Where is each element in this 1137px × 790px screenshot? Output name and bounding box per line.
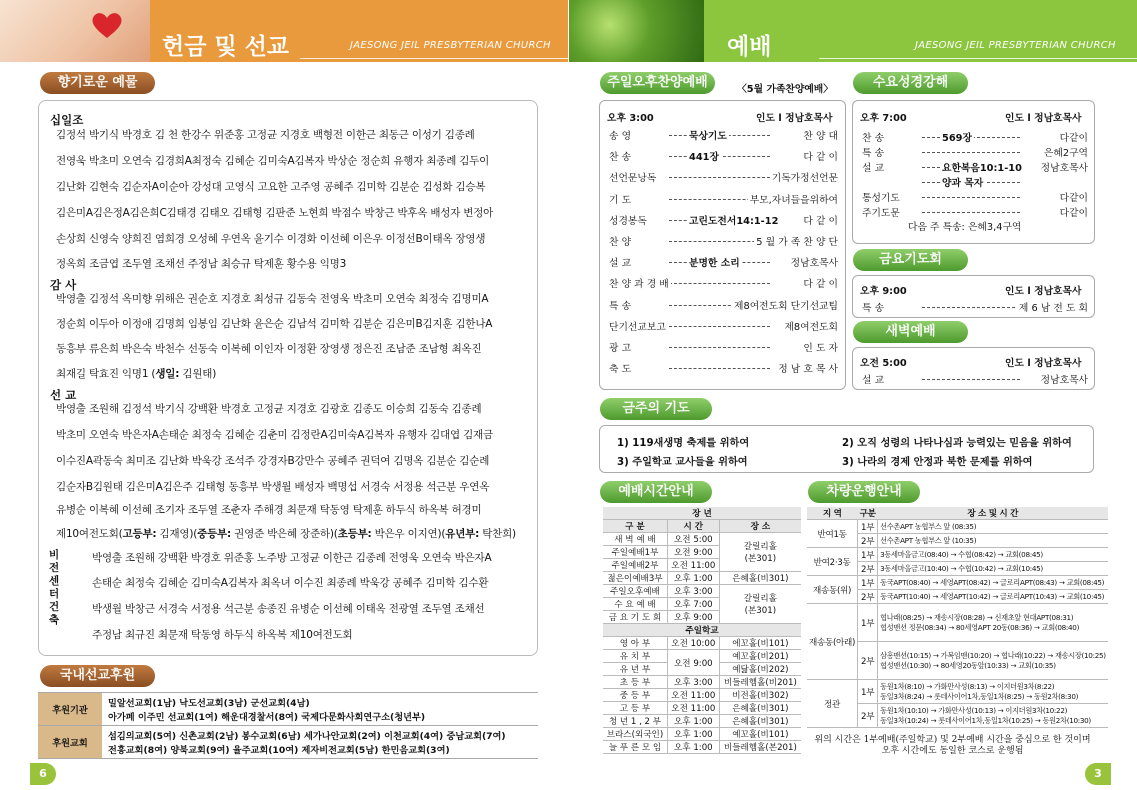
sponsor-church-value	[102, 726, 538, 759]
cell: 주일예배2부	[603, 559, 667, 572]
route-cell: 동국APT(08:40) → 세영APT(08:42) → 글로리APT(08:43) → 교회(08:45)	[878, 576, 1108, 590]
tithe-line: 전영욱 박초미 오연숙 김경희A최정숙 김혜순 김미숙A김복자 박상순 정순희 유행자 최종례 김두이	[56, 155, 490, 167]
col-header: 구분	[859, 509, 876, 519]
trip-cell: 2부	[858, 562, 878, 576]
order-row	[607, 170, 840, 184]
route-cell: 3동세마을금고(10:40) → 수협(10:42) → 교회(10:45)	[878, 562, 1108, 576]
tithe-line: 정옥희 조금엽 조두열 조채선 주정남 최승규 탁제훈 황수용 익명3	[56, 258, 347, 270]
order-row	[860, 175, 1090, 189]
dawn-pill: 새벽예배	[853, 321, 968, 343]
col-header: 장 소 및 시 간	[878, 507, 1108, 520]
order-item-person: 다 같 이	[801, 149, 840, 163]
sunday-pm-time: 오후 3:00	[607, 113, 654, 124]
thanks-line: 동흥부 류은희 박은숙 박천수 선동숙 이복혜 이인자 이정환 장영생 정은진 조남준 조남형 최옥진	[56, 343, 482, 355]
cell: 청 년 1 , 2 부	[603, 715, 667, 728]
order-item-label: 찬 양 과 경 배	[607, 276, 671, 290]
area-cell: 반여2·3동	[807, 548, 858, 576]
text: (본301)	[744, 606, 777, 616]
tithe-line: 김정석 박기식 박경호 김 천 한강수 위준홍 고정균 지경호 백형전 이한근 최동근 이성기 김종례	[56, 129, 475, 141]
leader-dots	[669, 368, 770, 369]
area-cell: 재송동(아래)	[807, 604, 858, 680]
order-item-center: 양과 목자	[940, 175, 985, 189]
thanks-last-plain: 최재길 탁효진 익명1 (	[56, 368, 156, 380]
order-item-person: 은혜2구역	[1042, 145, 1090, 159]
leader-dots	[669, 326, 770, 327]
cell: 오전 10:00	[667, 637, 719, 650]
wednesday-next: 다음 주 특송: 은혜3,4구역	[908, 222, 1022, 233]
order-item-person: 부모,자녀들을위하여	[748, 192, 840, 206]
wednesday-time: 오후 7:00	[860, 113, 907, 124]
text: 갈릴리홀	[743, 594, 777, 604]
order-item-person: 다같이	[1058, 205, 1090, 219]
text: 협나래(08:25) → 재송시장(08:28) → 신재초앞 현대APT(08:31)	[880, 612, 1074, 622]
order-item-person: 인 도 자	[801, 340, 840, 354]
table-row	[603, 741, 801, 754]
leader-dots	[922, 152, 1020, 153]
prayer-item: 1) 119새생명 축제를 위하여	[617, 438, 750, 449]
cell: 예꼬홀(비201)	[719, 650, 801, 663]
cell: 영 아 부	[603, 637, 667, 650]
tithe-line: 손상희 신영숙 양희진 염희경 오성혜 우연옥 윤기수 이경화 이선혜 이은우 이정선B이태옥 장영생	[56, 233, 486, 245]
table-row	[603, 715, 801, 728]
leader-dots	[922, 379, 1020, 380]
order-row	[860, 145, 1090, 159]
table-row	[603, 572, 801, 585]
prayer-item: 3) 나라의 경제 안정과 북한 문제를 위하여	[842, 457, 1033, 468]
sunday-pm-subtitle: 〈5월 가족찬양예배〉	[737, 84, 834, 95]
table-row	[603, 624, 801, 637]
thanks-line: 정순희 이두아 이정애 김명희 임봉임 김난화 윤은순 김남석 김미학 김분순 김은미B김지훈 김한나A	[56, 318, 493, 330]
order-row	[607, 276, 840, 290]
text: (본301)	[744, 554, 777, 564]
table-row	[807, 507, 1108, 520]
dawn-time: 오전 5:00	[860, 358, 907, 369]
cell: 오후 3:00	[667, 585, 719, 598]
order-item-label: 선언문낭독	[607, 170, 658, 184]
tithe-line: 김은미A김은정A김은희C김태경 김태오 김태형 김판준 노현희 박점수 박창근 박후옥 배성자 변정아	[56, 207, 494, 219]
left-header	[0, 0, 568, 62]
left-header-church: JAESONG JEIL PRESBYTERIAN CHURCH	[350, 40, 551, 51]
order-row	[860, 160, 1090, 174]
table-row	[603, 728, 801, 741]
left-header-title: 헌금 및 선교	[162, 34, 290, 60]
cell: 예꼬홀(비101)	[719, 728, 801, 741]
order-item-person: 다 같 이	[801, 213, 840, 227]
table-row	[807, 576, 1108, 590]
order-item-label: 축 도	[607, 361, 633, 375]
school-title: 주일학교	[603, 624, 801, 637]
prayer-box	[599, 425, 1094, 473]
leader-dots	[922, 212, 1020, 213]
friday-pill: 금요기도회	[853, 249, 968, 271]
leaves-photo	[569, 0, 704, 62]
order-item-label: 기 도	[607, 192, 633, 206]
birthday-label: 생일:	[155, 368, 180, 380]
table-row	[38, 726, 538, 759]
area-cell: 반여1동	[807, 520, 858, 548]
cell: 오전 9:00	[667, 546, 719, 559]
cell: 새 벽 예 배	[603, 533, 667, 546]
order-row	[607, 192, 840, 206]
prayer-item: 2) 오직 성령의 나타나심과 능력있는 믿음을 위하여	[842, 438, 1072, 449]
text: 섬김의교회(5여) 신촌교회(2남) 봉수교회(6남) 세가나안교회(2여) 이천교회(4여) 중남교회(7여)	[108, 731, 506, 742]
cell	[719, 585, 801, 624]
trip-cell: 1부	[858, 548, 878, 562]
cell: 오전 5:00	[667, 533, 719, 546]
cell: 오전 11:00	[667, 559, 719, 572]
route-cell	[878, 704, 1108, 728]
order-item-label: 찬 송	[607, 149, 633, 163]
order-item-center: 고린도전서14:1-12	[687, 213, 780, 227]
domestic-table	[38, 692, 538, 759]
cell: 비들레헴홀(비201)	[719, 676, 801, 689]
order-row	[860, 300, 1090, 314]
friday-time: 오후 9:00	[860, 286, 907, 297]
order-item-label: 통성기도	[860, 190, 902, 204]
trip-cell: 1부	[858, 604, 878, 642]
cell: 비들레헴홀(본201)	[719, 741, 801, 754]
table-row	[603, 702, 801, 715]
order-item-person: 기독가정선언문	[770, 170, 840, 184]
trip-cell: 1부	[858, 520, 878, 534]
order-item-label: 주기도문	[860, 205, 902, 219]
route-cell: 선수촌APT 농협부스 앞 (08:35)	[878, 520, 1108, 534]
order-item-person: 정남호목사	[1039, 160, 1090, 174]
order-item-person: 제8여전도회	[782, 319, 840, 333]
schedule-table	[603, 507, 801, 754]
thanks-last-tail: 김원태)	[179, 368, 217, 380]
page-number-left: 6	[30, 763, 56, 785]
sponsor-org-key: 후원기관	[38, 693, 102, 726]
domestic-pill: 국내선교후원	[40, 665, 155, 687]
order-item-person: 정남호목사	[789, 255, 840, 269]
mission-line: 이수진A곽동숙 최미조 김난화 박욱강 조석주 강경자B강만수 공혜주 권덕여 김명옥 김분순 김순례	[56, 455, 490, 467]
high-school-label: 고등부:	[122, 528, 157, 540]
right-header-title: 예배	[727, 34, 772, 60]
cell: 수 요 예 배	[603, 598, 667, 611]
cell: 오후 1:00	[667, 715, 719, 728]
text: 밀알선교회(1남) 낙도선교회(3남) 군선교회(4남)	[108, 698, 310, 709]
leader-dots	[922, 307, 1020, 308]
thanks-line-last	[56, 366, 216, 381]
header-divider	[300, 58, 568, 59]
building-label: 비 전 센 터 건 축	[49, 549, 60, 626]
cell: 오전 11:00	[667, 702, 719, 715]
cell: 은혜홀(비301)	[719, 702, 801, 715]
cell: 오후 1:00	[667, 741, 719, 754]
table-row	[603, 650, 801, 663]
table-row	[38, 693, 538, 726]
text: 박은우 이지연)(	[371, 528, 446, 540]
cell: 은혜홀(비301)	[719, 715, 801, 728]
table-row	[603, 520, 801, 533]
vehicle-table	[807, 507, 1108, 728]
sunday-pm-leader: 인도 l 정남호목사	[756, 113, 833, 124]
order-item-person: 다 같 이	[801, 276, 840, 290]
text: 아가페 이주민 선교회(1여) 해운대경찰서(8여) 국제다문화사회연구소(청년부)	[108, 712, 426, 723]
table-row	[603, 689, 801, 702]
right-header	[569, 0, 1137, 62]
cell: 초 등 부	[603, 676, 667, 689]
area-cell: 정관	[807, 680, 858, 728]
order-row	[607, 128, 840, 142]
order-item-center: 요한복음10:1-10	[940, 160, 1024, 174]
cell: 오후 7:00	[667, 598, 719, 611]
order-item-person: 5 월 가 족 찬 양 단	[754, 234, 840, 248]
order-item-label: 설 교	[860, 372, 886, 386]
cell: 주일오후예배	[603, 585, 667, 598]
col-header: 구 분	[603, 520, 667, 533]
text: 전흥교회(8여) 양북교회(9여) 율주교회(10여) 제자비전교회(5남) 한민음교회(3여)	[108, 745, 450, 756]
cell: 예닮홀(비202)	[719, 663, 801, 676]
cell: 오전 9:00	[667, 650, 719, 676]
order-item-person: 제8여전도회 단기선교팀	[732, 298, 840, 312]
elementary-label: 초등부:	[337, 528, 372, 540]
route-cell: 동국APT(10:40) → 세영APT(10:42) → 글로리APT(10:43) → 교회(10:45)	[878, 590, 1108, 604]
order-row	[860, 130, 1090, 144]
mission-line: 박초미 오연숙 박은자A손태순 최정숙 김혜순 김춘미 김정란A김미숙A김복자 유행자 김대엽 김재금	[56, 429, 493, 441]
cell: 중 등 부	[603, 689, 667, 702]
adult-title: 장 년	[603, 507, 801, 520]
mission-line: 박영출 조원해 김정석 박기식 강백환 박경호 고정균 지경호 김광호 김종도 이승희 김동숙 김종례	[56, 403, 482, 415]
order-row	[607, 340, 840, 354]
cell: 늘 푸 른 모 임	[603, 741, 667, 754]
order-row	[860, 190, 1090, 204]
route-cell: 선수촌APT 농협부스 앞 (10:35)	[878, 534, 1108, 548]
order-item-person: 찬 양 대	[801, 128, 840, 142]
table-row	[603, 637, 801, 650]
cell: 오후 1:00	[667, 728, 719, 741]
order-row	[607, 213, 840, 227]
order-row	[607, 255, 840, 269]
primary-label: 유년부:	[445, 528, 480, 540]
sponsor-church-key: 후원교회	[38, 726, 102, 759]
table-row	[603, 585, 801, 598]
vehicle-note: 위의 시간은 1부예배(주일학교) 및 2부예배 시간을 중심으로 한 것이며 오후 시간에도 동일한 코스로 운행됨	[814, 735, 1091, 756]
trip-cell: 2부	[858, 642, 878, 680]
hands-heart-photo	[0, 0, 150, 62]
order-item-label: 특 송	[860, 300, 886, 314]
order-item-center: 569장	[940, 130, 974, 144]
mission-heading: 선 교	[50, 388, 77, 402]
text: 권영준 박은혜 장준하)(	[231, 528, 338, 540]
text: 협성맨션 정문(08:34) → 80세영APT 20동(08:36) → 교회(08:40)	[880, 622, 1080, 632]
tithe-line: 김난화 김현숙 김순자A이순아 강성대 고영식 고요한 고주영 공혜주 김미학 김분순 김성화 김승복	[56, 181, 486, 193]
area-cell: 재송동(위)	[807, 576, 858, 604]
order-item-label: 성경봉독	[607, 213, 649, 227]
order-item-person: 다같이	[1058, 190, 1090, 204]
text: 동원1차(8:10) → 가화만사성(8:13) → 이지더원3차(8:22)	[880, 681, 1055, 691]
cell: 금 요 기 도 회	[603, 611, 667, 624]
cell: 오후 9:00	[667, 611, 719, 624]
order-item-person: 다같이	[1058, 130, 1090, 144]
text: 협성맨션(10:30) → 80세영20동앞(10:33) → 교회(10:35)	[880, 660, 1056, 670]
wednesday-leader: 인도 l 정남호목사	[1005, 113, 1082, 124]
cell: 오후 1:00	[667, 572, 719, 585]
order-row	[607, 149, 840, 163]
col-header: 장 소	[719, 520, 801, 533]
order-item-person: 정남호목사	[1039, 372, 1090, 386]
col-header: 지 역	[807, 507, 858, 520]
order-item-center: 441장	[687, 149, 721, 163]
table-row	[807, 604, 1108, 642]
order-row	[607, 298, 840, 312]
sunday-pm-pill: 주일오후찬양예배	[600, 72, 715, 94]
prayer-item: 3) 주일학교 교사들을 위하여	[617, 457, 748, 468]
leader-dots	[669, 283, 770, 284]
order-row	[860, 205, 1090, 219]
table-row	[807, 520, 1108, 534]
order-item-label: 특 송	[607, 298, 633, 312]
text: 탁찬희)	[479, 528, 516, 540]
leader-dots	[669, 177, 770, 178]
order-item-label: 특 송	[860, 145, 886, 159]
mission-line: 김순자B김원태 김은미A김은주 김태형 동흥부 박생월 배성자 백명섭 서경숙 서정용 석근분 우연옥	[56, 481, 490, 493]
thanks-line: 박영출 김정석 옥미향 위해은 권순호 지경호 최성규 김동숙 전영욱 박초미 오연숙 최정숙 김명미A	[56, 293, 489, 305]
route-cell	[878, 604, 1108, 642]
wednesday-pill: 수요성경강해	[853, 72, 968, 94]
tithe-heading: 십일조	[50, 113, 84, 127]
text: 동일3차(10:24) → 롯데사이어1차,동일1차(10:25) → 동원2차(10:30)	[880, 715, 1091, 725]
order-row	[860, 372, 1090, 386]
order-item-label: 설 교	[860, 160, 886, 174]
cell: 에꼬홀(비101)	[719, 637, 801, 650]
order-item-label: 찬 송	[860, 130, 886, 144]
cell: 젊은이예배3부	[603, 572, 667, 585]
cell: 고 등 부	[603, 702, 667, 715]
mission-line-last	[56, 526, 516, 541]
col-header: 시 간	[667, 520, 719, 533]
table-row	[807, 680, 1108, 704]
cell: 주일예배1부	[603, 546, 667, 559]
building-line: 주정남 최규진 최문재 탁동영 하두식 하옥복 제10여전도회	[92, 629, 353, 641]
right-header-church: JAESONG JEIL PRESBYTERIAN CHURCH	[915, 40, 1116, 51]
cell: 오전 11:00	[667, 689, 719, 702]
header-divider	[819, 58, 1137, 59]
text: 동원1차(10:10) → 가화만사성(10:13) → 이지더원3차(10:22)	[880, 705, 1068, 715]
cell: 은혜홀(비301)	[719, 572, 801, 585]
text: 삼흥맨션(10:15) → 가복임맨(10:20) → 협나래(10:22) → 재송시장(10:25)	[880, 650, 1106, 660]
mission-line: 유병순 이복혜 이선혜 조기자 조두열 조춘자 주해경 최문재 탁동영 탁제훈 하두식 하옥복 허경미	[56, 504, 482, 516]
cell: 오후 3:00	[667, 676, 719, 689]
order-item-center: 묵상기도	[687, 128, 729, 142]
table-row	[603, 507, 801, 520]
trip-cell: 2부	[858, 534, 878, 548]
order-item-center: 분명한 소리	[687, 255, 742, 269]
order-item-label: 설 교	[607, 255, 633, 269]
text: 김재영)(	[156, 528, 198, 540]
table-row	[807, 548, 1108, 562]
route-cell	[878, 680, 1108, 704]
trip-cell: 1부	[858, 680, 878, 704]
table-row	[603, 533, 801, 546]
leader-dots	[922, 197, 1020, 198]
trip-cell: 2부	[858, 704, 878, 728]
offering-pill: 향기로운 예물	[40, 72, 155, 94]
order-item-person: 정 남 호 목 사	[776, 361, 840, 375]
order-row	[607, 234, 840, 248]
cell: 비전홀(비302)	[719, 689, 801, 702]
order-item-label: 찬 양	[607, 234, 633, 248]
building-line: 손태순 최정숙 김혜순 김미숙A김복자 최옥녀 이수진 최종례 박욱강 공혜주 김미학 김수환	[92, 577, 489, 589]
trip-cell: 2부	[858, 590, 878, 604]
route-cell: 3동세마을금고(08:40) → 수협(08:42) → 교회(08:45)	[878, 548, 1108, 562]
order-item-label: 광 고	[607, 340, 633, 354]
order-item-label: 단기선교보고	[607, 319, 668, 333]
order-item-label: 송 영	[607, 128, 633, 142]
heart-icon	[90, 10, 124, 40]
schedule-pill: 예배시간안내	[600, 481, 712, 503]
order-row	[607, 361, 840, 375]
route-cell	[878, 642, 1108, 680]
table-row	[603, 676, 801, 689]
vehicle-pill: 차량운행안내	[808, 481, 920, 503]
middle-school-label: 중등부:	[197, 528, 231, 540]
text: 동일3차(8:24) → 롯데사이어1차,동일1차(8:25) → 동원2차(8:30)	[880, 691, 1079, 701]
order-row	[607, 319, 840, 333]
cell	[719, 533, 801, 572]
text: 갈릴리홀	[743, 542, 777, 552]
building-line: 박영출 조원해 강백환 박경호 위준홍 노주방 고정균 이한근 김종례 전영욱 오연숙 박은자A	[92, 552, 492, 564]
text: 제10여전도회(	[56, 528, 123, 540]
cell: 유 치 부	[603, 650, 667, 663]
cell: 유 년 부	[603, 663, 667, 676]
building-line: 박생월 박창근 서경숙 서정용 석근분 송종진 유병순 이선혜 이태옥 전광열 조두열 조채선	[92, 603, 485, 615]
leader-dots	[669, 347, 770, 348]
order-item-person: 제 6 남 전 도 회	[1017, 300, 1090, 314]
page-number-right: 3	[1085, 763, 1111, 785]
prayer-pill: 금주의 기도	[600, 398, 712, 420]
sponsor-org-value	[102, 693, 538, 726]
cell: 브라스(외국인)	[603, 728, 667, 741]
friday-leader: 인도 l 정남호목사	[1005, 286, 1082, 297]
trip-cell: 1부	[858, 576, 878, 590]
dawn-leader: 인도 l 정남호목사	[1005, 358, 1082, 369]
thanks-heading: 감 사	[50, 278, 77, 292]
